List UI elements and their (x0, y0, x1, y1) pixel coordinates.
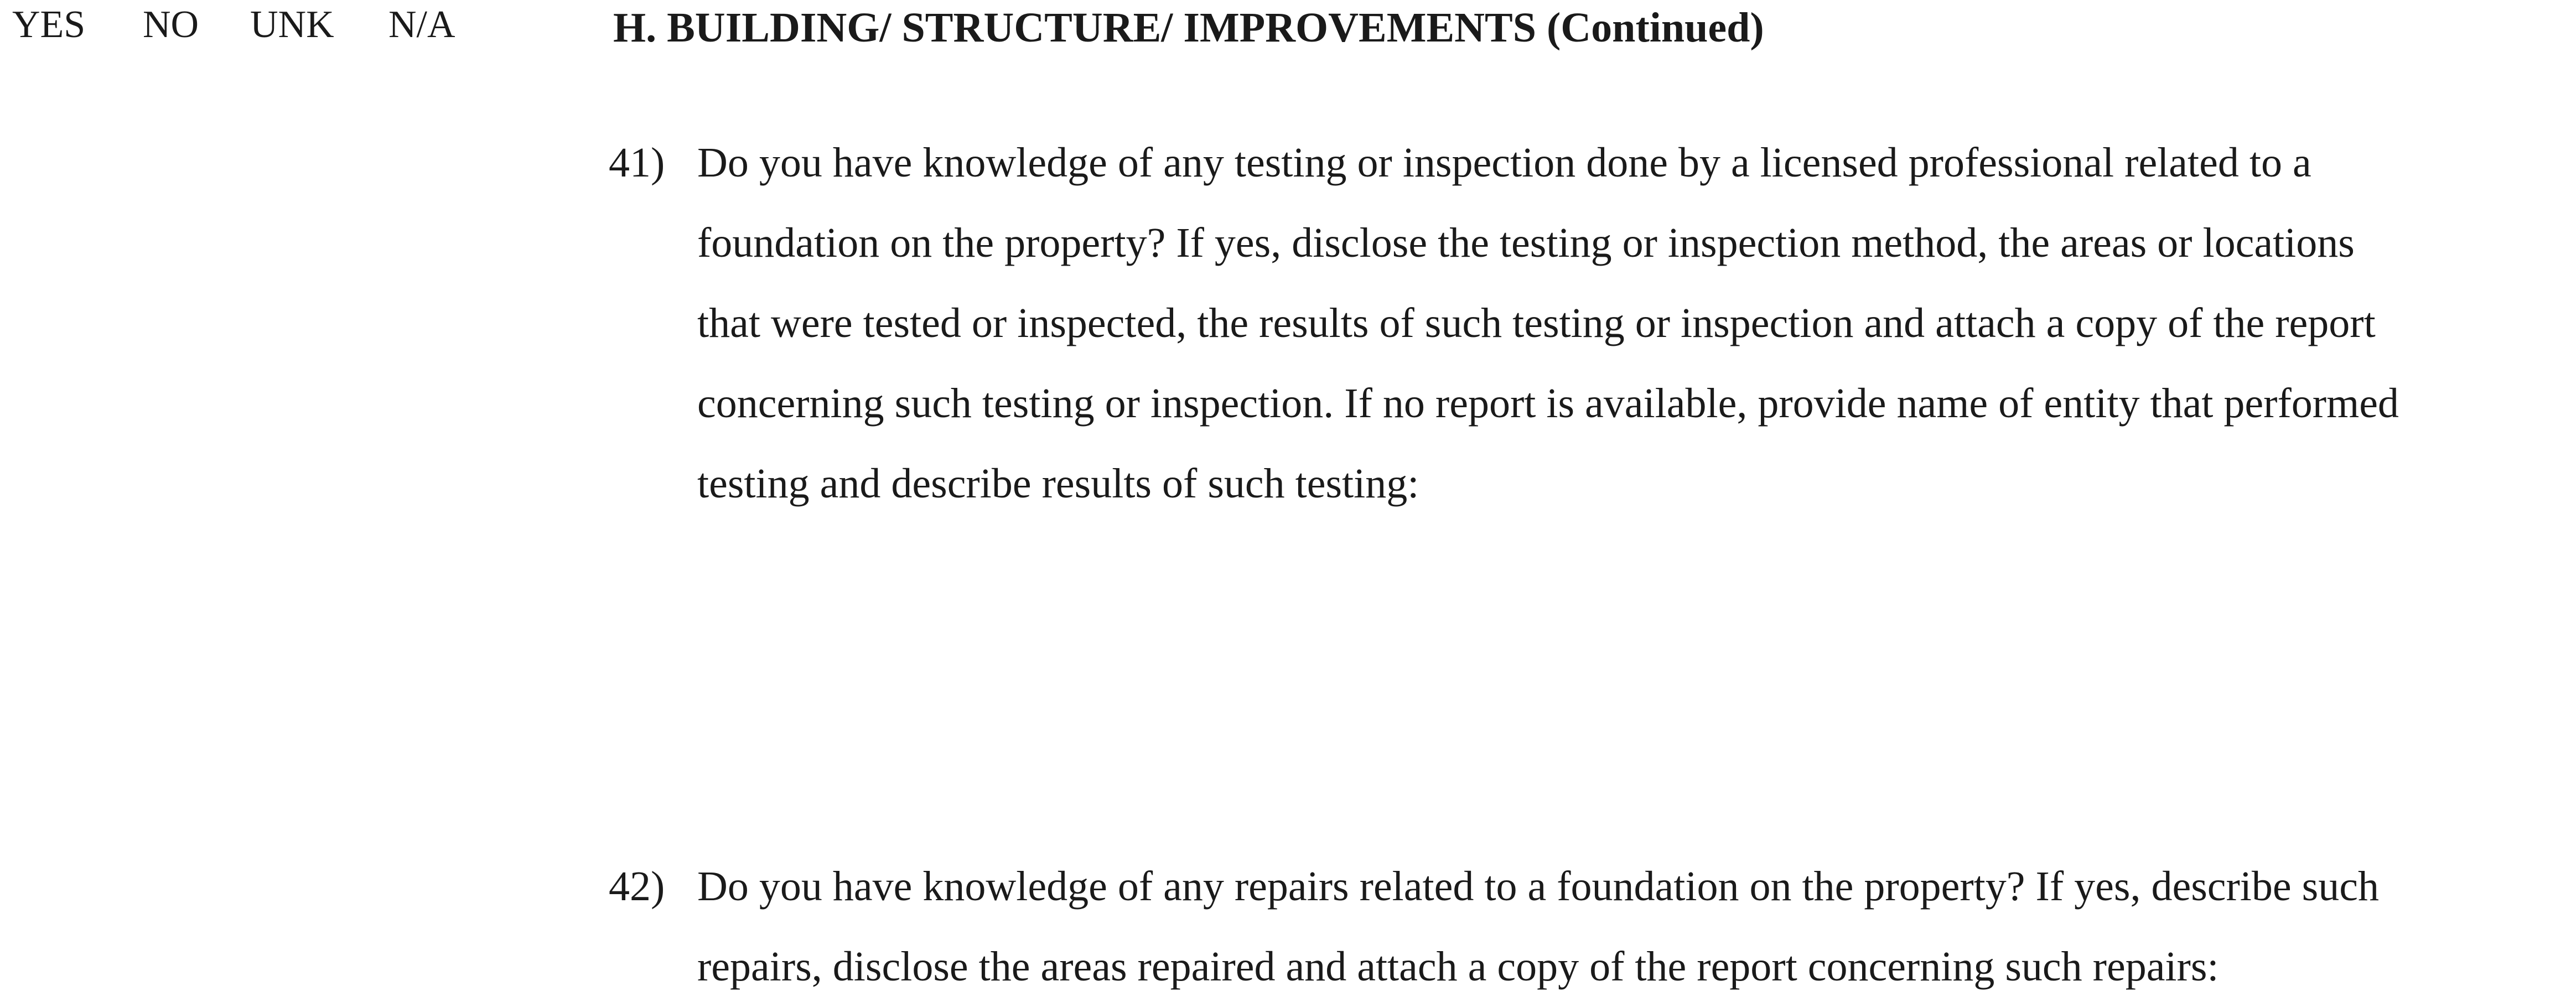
question-text-line: repairs, disclose the areas repaired and attach a copy of the report concerning such repairs: (697, 943, 2219, 990)
question-42 (609, 847, 2562, 1007)
column-yes-label: YES (12, 3, 86, 46)
section-title: H. BUILDING/ STRUCTURE/ IMPROVEMENTS (Continued) (613, 4, 1764, 51)
question-number: 41) (609, 139, 665, 186)
column-na-label: N/A (388, 3, 455, 46)
question-text-line: Do you have knowledge of any repairs related to a foundation on the property? If yes, describe such (697, 863, 2379, 910)
question-number: 42) (609, 863, 665, 910)
question-text-line: concerning such testing or inspection. If no report is available, provide name of entity that performed (697, 380, 2399, 427)
question-text (697, 847, 2562, 1007)
column-no-label: NO (143, 3, 199, 46)
question-text-line: foundation on the property? If yes, disclose the testing or inspection method, the areas or locations (697, 220, 2355, 266)
question-text (697, 123, 2562, 524)
column-unk-label: UNK (250, 3, 334, 46)
question-text-line: Do you have knowledge of any testing or inspection done by a licensed professional related to a (697, 139, 2311, 186)
question-text-line: testing and describe results of such testing: (697, 460, 1419, 507)
question-text-line: that were tested or inspected, the results of such testing or inspection and attach a copy of the report (697, 300, 2376, 346)
question-41 (609, 123, 2562, 524)
